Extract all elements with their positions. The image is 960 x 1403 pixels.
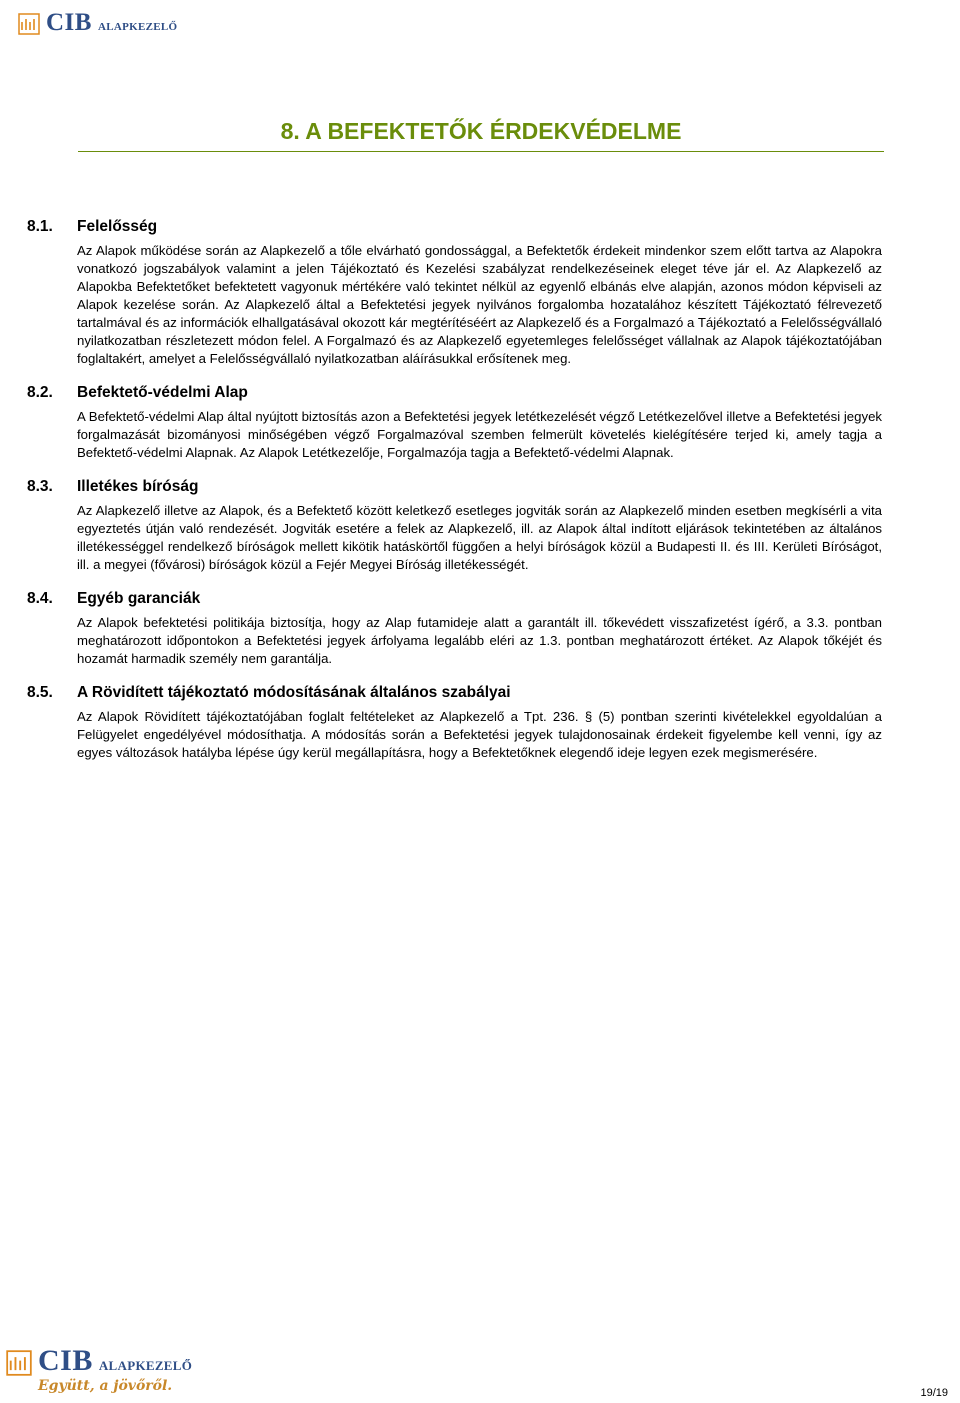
section-heading [27, 478, 882, 496]
section-number: 8.5. [27, 684, 53, 701]
section-number: 8.1. [27, 218, 53, 235]
section-text: Az Alapok működése során az Alapkezelő a tőle elvárható gondossággal, a Befektetők érdekeit mindenkor szem előtt tartva az Alapokra vonatkozó jogszabályok valamint a jelen Tájékoztató és Kezelési szabályzat rendelkezéseinek eleget téve jár el. Az Alapkezelő az Alapokba Befektetőket befektetett vagyonuk mértékére való tekintet nélkül az egyenlő elbánás elve alapján, azonos módon képviseli az Alapok kezelése során. Az Alapkezelő által a Befektetési jegyek nyilvános forgalomba hozatalához készített Tájékoztató félrevezető tartalmával és az információk elhallgatásával okozott kár megtérítéséért az Alapkezelő és a Forgalmazó a Tájékoztató a Felelősségvállaló nyilatkozatban részletezett módon felel. A Forgalmazó és az Alapkezelő egyetemleges felelősséget vállalnak az Alapok tájékoztatójában foglaltakért, amelyet a Felelősségvállaló nyilatkozatban aláírásukkal erősítenek meg. [77, 243, 882, 366]
logo-slogan: Együtt, a jövőről. [38, 1378, 173, 1394]
section-heading [27, 590, 882, 608]
logo-text: CIB [46, 9, 92, 36]
page-number: 19/19 [920, 1387, 948, 1399]
section-heading [27, 218, 882, 236]
section-heading [27, 684, 882, 702]
section-text: Az Alapok befektetési politikája biztosítja, hogy az Alap futamideje alatt a garantált ill. tőkevédett visszafizetést ígérő, a 3.3. pontban meghatározott időpontokon a Befektetési jegyek árfolyama legalább eléri az 1.3. pontban meghatározott értéket. Az Alapok tőkéjét és hozamát harmadik személy nem garantálja. [77, 615, 882, 666]
section-text: Az Alapkezelő illetve az Alapok, és a Befektető között keletkező esetleges jogviták során az Alapkezelő minden esetben megkísérli a vita egyeztetés útján való rendezését. Jogviták esetére a felek az Alapkezelő, ill. az Alapok által indított eljárások tekintetében az általános illetékességgel rendelkező bíróságok mellett kikötik hatáskörtől függően a helyi bíróságok közül a Budapesti II. és III. Kerületi Bíróságot, ill. a megyei (fővárosi) bíróságok közül a Fejér Megyei Bíróság illetékességét. [77, 503, 882, 572]
logo-subtext: ALAPKEZELŐ [97, 21, 178, 33]
section-text: Az Alapok Rövidített tájékoztatójában foglalt feltételeket az Alapkezelő a Tpt. 236. § (5) pontban szerinti kivételekkel egyoldalúan a Felügyelet engedélyével módosíthatja. A módosítás során a Befektetési jegyek tulajdonosainak érdekeit figyelembe kell venni, így az egyes változások hatályba lépése úgy kerül megállapításra, hogy a Befektetőknek elegendő ideje legyen ezek megismerésére. [77, 709, 882, 760]
section-title: Felelősség [77, 218, 158, 235]
section-title: Befektető-védelmi Alap [77, 384, 248, 401]
page-title: 8. A BEFEKTETŐK ÉRDEKVÉDELME [78, 118, 884, 152]
logo-subtext: ALAPKEZELŐ [98, 1358, 193, 1373]
cib-logo-icon [18, 13, 40, 35]
footer-logo [6, 1346, 192, 1394]
cib-logo-icon [6, 1350, 32, 1376]
section-8-3 [27, 478, 882, 574]
section-8-2 [27, 384, 882, 462]
header-logo [18, 10, 177, 35]
section-title: A Rövidített tájékoztató módosításának általános szabályai [77, 684, 511, 701]
logo-text: CIB [38, 1344, 93, 1377]
section-number: 8.2. [27, 384, 53, 401]
section-8-5 [27, 684, 882, 762]
section-text: A Befektető-védelmi Alap által nyújtott biztosítás azon a Befektetési jegyek letétkezelését végző Letétkezelővel illetve a Befektetési jegyek forgalmazását bizományosi minőségében végző Forgalmazóval szemben felmerült követelés kielégítésére terjed ki, amely tagja a Befektető-védelmi Alapnak. Az Alapok Letétkezelője, Forgalmazója tagja a Befektető-védelmi Alapnak. [77, 409, 882, 460]
section-number: 8.4. [27, 590, 53, 607]
document-body [27, 218, 882, 778]
section-heading [27, 384, 882, 402]
section-title: Illetékes bíróság [77, 478, 199, 495]
section-8-1 [27, 218, 882, 368]
section-title: Egyéb garanciák [77, 590, 201, 607]
section-number: 8.3. [27, 478, 53, 495]
section-8-4 [27, 590, 882, 668]
